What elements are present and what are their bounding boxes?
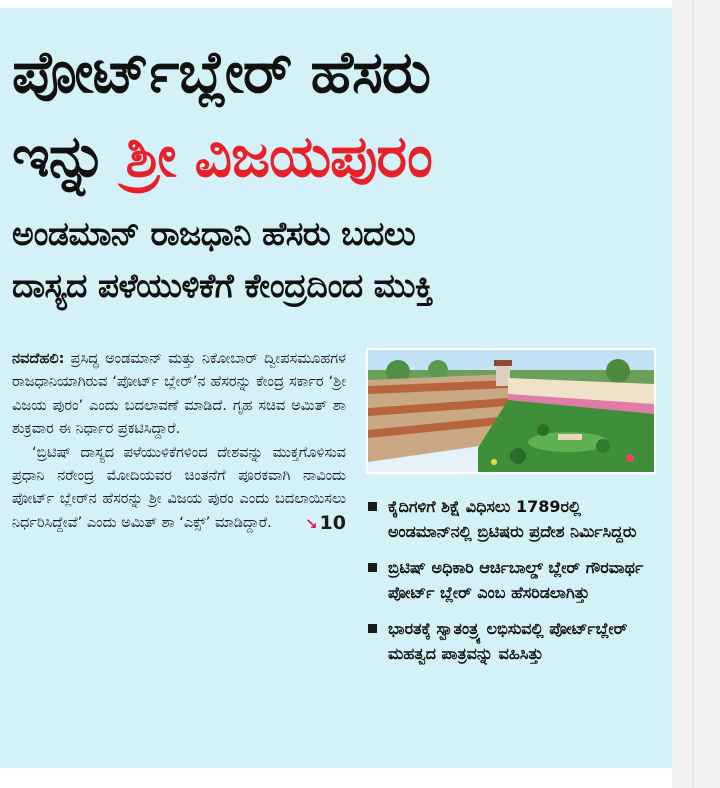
headline-highlight: ಶ್ರೀ ವಿಜಯಪುರಂ [125, 122, 432, 190]
article-columns [12, 348, 658, 758]
headline-line-1: ಪೋರ್ಟ್‌ಬ್ಲೇರ್ ಹೆಸರು [12, 38, 430, 106]
paragraph-2-text: ‘ಬ್ರಿಟಿಷ್ ದಾಸ್ಯದ ಪಳೆಯುಳಿಕೆಗಳಿಂದ ದೇಶವನ್ನು ಮುಕ್ತಗೊಳಿಸುವ ಪ್ರಧಾನಿ ನರೇಂದ್ರ ಮೋದಿಯವರ ಚಿಂತನೆಗೆ ಪೂರಕವಾಗಿ ನಾವಿಂದು ಪೋರ್ಟ್ ಬ್ಲೇರ್‌ನ ಹೆಸರನ್ನು ಶ್ರೀ ವಿಜಯ ಪುರಂ ಎಂದು ಬದಲಾಯಿಸಲು ನಿರ್ಧರಿಸಿದ್ದೇವೆ’ ಎಂದು ಅಮಿತ್ ಶಾ ‘ಎಕ್ಸ್’ ಮಾಡಿದ್ದಾರೆ. [12, 444, 346, 531]
bullet-text: ಭಾರತಕ್ಕೆ ಸ್ವಾತಂತ್ರ್ಯ ಲಭಿಸುವಲ್ಲಿ ಪೋರ್ಟ್‌ಬ್ಲೇರ್ ಮಹತ್ವದ ಪಾತ್ರವನ್ನು ವಹಿಸಿತ್ತು [388, 619, 628, 663]
gutter-line [692, 0, 694, 788]
article-paragraph-2 [12, 442, 346, 536]
bullet-item [366, 494, 658, 544]
arrow-icon: ↘ [304, 514, 318, 533]
bullet-square-icon [368, 502, 377, 511]
article-body [12, 348, 346, 536]
subheadline-line-2: ದಾಸ್ಯದ ಪಳೆಯುಳಿಕೆಗೆ ಕೇಂದ್ರದಿಂದ ಮುಕ್ತಿ [12, 266, 433, 305]
paragraph-1-text: ಪ್ರಸಿದ್ಧ ಅಂಡಮಾನ್ ಮತ್ತು ನಿಕೋಬಾರ್ ದ್ವೀಪಸಮೂಹಗಳ ರಾಜಧಾನಿಯಾಗಿರುವ ‘ಪೋರ್ಟ್ ಬ್ಲೇರ್’ನ ಹೆಸರನ್ನು ಕೇಂದ್ರ ಸರ್ಕಾರ ‘ಶ್ರೀ ವಿಜಯ ಪುರಂ’ ಎಂದು ಬದಲಾವಣೆ ಮಾಡಿದೆ. ಗೃಹ ಸಚಿವ ಅಮಿತ್ ಶಾ ಶುಕ್ರವಾರ ಈ ನಿರ್ಧಾರ ಪ್ರಕಟಿಸಿದ್ದಾರೆ. [12, 351, 347, 438]
page-gutter [672, 0, 720, 788]
article-paragraph-1 [12, 348, 346, 442]
bullet-square-icon [368, 563, 377, 572]
bullet-text: ಕೈದಿಗಳಿಗೆ ಶಿಕ್ಷೆ ವಿಧಿಸಲು 1789ರಲ್ಲಿ ಅಂಡಮಾನ್‌ನಲ್ಲಿ ಬ್ರಿಟಿಷರು ಪ್ರದೇಶ ನಿರ್ಮಿಸಿದ್ದರು [388, 497, 637, 541]
headline-prefix: ಇನ್ನು [12, 122, 107, 190]
continued-page-number: 10 [319, 511, 346, 534]
subheadline-line-1: ಅಂಡಮಾನ್ ರಾಜಧಾನಿ ಹೆಸರು ಬದಲು [12, 214, 416, 253]
bullet-square-icon [368, 624, 377, 633]
bullet-item [366, 555, 658, 605]
fact-bullets [366, 494, 658, 677]
continued-reference [285, 512, 346, 536]
bullet-text: ಬ್ರಿಟಿಷ್ ಅಧಿಕಾರಿ ಆರ್ಚಿಬಾಲ್ಡ್ ಬ್ಲೇರ್ ಗೌರವಾರ್ಥ ಪೋರ್ಟ್ ಬ್ಲೇರ್ ಎಂಬ ಹೆಸರಿಡಲಾಗಿತ್ತು [388, 558, 644, 602]
dateline: ನವದೆಹಲಿ: [12, 351, 65, 367]
headline-line-2 [12, 114, 658, 198]
cellular-jail-photo [366, 348, 656, 474]
bullet-item [366, 616, 658, 666]
jail-illustration [368, 350, 654, 472]
